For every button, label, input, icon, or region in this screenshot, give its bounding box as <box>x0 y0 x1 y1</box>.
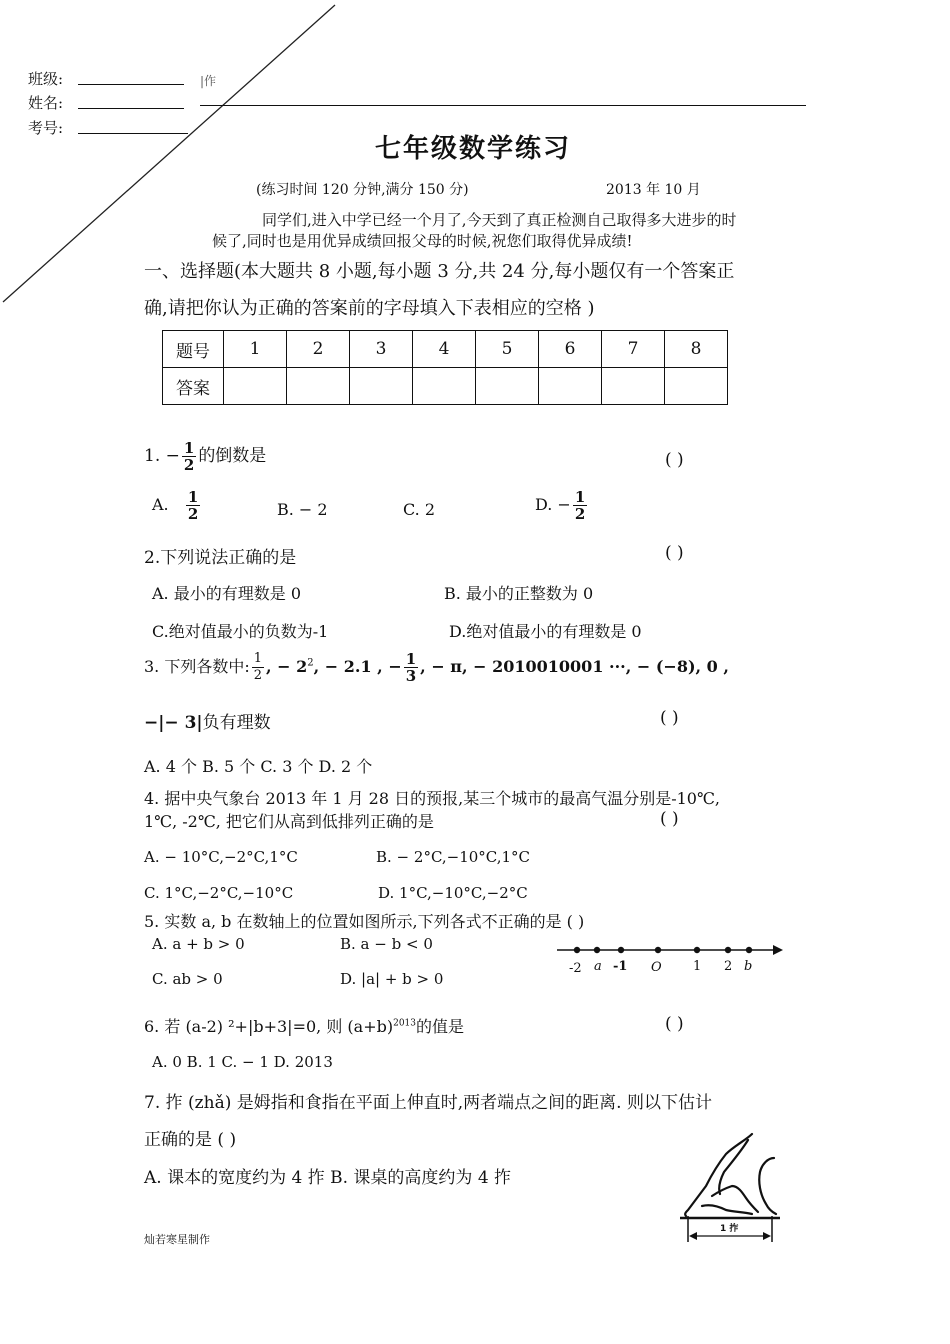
q1-option-d-label: D. − <box>535 495 571 514</box>
point-1 <box>694 947 700 953</box>
q3-answer-bracket: ( ) <box>660 708 679 728</box>
q1-frac-den: 2 <box>183 456 195 474</box>
axis-label-origin: O <box>651 960 662 975</box>
answer-table-row2-label: 答案 <box>163 368 224 405</box>
header-rule <box>200 105 806 106</box>
q3-fraction-third-den: 3 <box>405 667 417 685</box>
intro-line-1: 同学们,进入中学已经一个月了,今天到了真正检测自己取得多大进步的时 <box>262 211 737 229</box>
answer-cell[interactable] <box>287 368 350 405</box>
q3-exponent: 2 <box>307 657 314 669</box>
answer-table-number: 4 <box>413 331 476 368</box>
q1-answer-bracket: ( ) <box>665 450 684 470</box>
hand-span-label: 1 拃 <box>720 1224 739 1234</box>
axis-label-neg-1: -1 <box>613 959 628 974</box>
name-label: 姓名: <box>28 94 64 112</box>
axis-label-a: a <box>594 959 602 974</box>
q3-abs-expression: −|− 3| <box>144 713 203 733</box>
q2-option-c: C.绝对值最小的负数为-1 <box>152 622 329 641</box>
answer-table-number: 7 <box>602 331 665 368</box>
answer-cell[interactable] <box>476 368 539 405</box>
q1-option-d-fraction <box>573 489 587 522</box>
q3-number-neg-square: , − 2 <box>266 657 308 676</box>
hand-span-figure <box>676 1128 786 1248</box>
q5-option-d: D. |a| + b > 0 <box>340 970 444 988</box>
q4-stem-line-2: 1℃, -2℃, 把它们从高到低排列正确的是 <box>144 812 434 831</box>
q3-stem <box>144 651 729 684</box>
q3-question-text: 负有理数 <box>202 713 271 733</box>
q5-option-a: A. a + b > 0 <box>152 935 245 953</box>
q2-option-d: D.绝对值最小的有理数是 0 <box>449 622 642 641</box>
q4-option-a: A. − 10°C,−2°C,1°C <box>144 848 298 866</box>
answer-table-number: 3 <box>350 331 413 368</box>
q7-stem-line-1: 7. 拃 (zhǎ) 是姆指和食指在平面上伸直时,两者端点之间的距离. 则以下估计 <box>144 1093 712 1113</box>
axis-label-2: 2 <box>724 959 733 974</box>
q6-options: A. 0 B. 1 C. − 1 D. 2013 <box>152 1053 333 1071</box>
q1-option-a-den: 2 <box>187 505 199 523</box>
q6-stem-text: 6. 若 (a-2) ²+|b+3|=0, 则 (a+b) <box>144 1017 394 1036</box>
q5-option-b: B. a − b < 0 <box>340 935 433 953</box>
answer-table-number: 6 <box>539 331 602 368</box>
q6-answer-bracket: ( ) <box>665 1014 684 1034</box>
q3-fraction-half-den: 2 <box>253 668 263 683</box>
answer-cell[interactable] <box>602 368 665 405</box>
section1-heading-line-2: 确,请把你认为正确的答案前的字母填入下表相应的空格 ) <box>144 298 595 319</box>
axis-label-neg-2: -2 <box>569 961 582 976</box>
q4-answer-bracket: ( ) <box>660 809 679 829</box>
point-a <box>594 947 600 953</box>
q3-number-list-rest: , − π, − 2010010001 ···, − (−8), 0 , <box>420 657 729 676</box>
q1-option-d-num: 1 <box>574 488 586 506</box>
q5-stem: 5. 实数 a, b 在数轴上的位置如图所示,下列各式不正确的是 ( ) <box>144 912 585 931</box>
q2-option-b: B. 最小的正整数为 0 <box>444 584 594 603</box>
q5-option-c: C. ab > 0 <box>152 970 223 988</box>
q5-number-line <box>555 938 790 978</box>
q1-frac-num: 1 <box>183 439 195 457</box>
footer-credit: 灿若寒星制作 <box>144 1233 210 1246</box>
q1-option-d <box>535 489 589 522</box>
answer-table-number: 1 <box>224 331 287 368</box>
q7-stem-line-2: 正确的是 ( ) <box>144 1130 237 1150</box>
answer-cell[interactable] <box>413 368 476 405</box>
class-label: 班级: <box>28 70 64 88</box>
point-b <box>746 947 752 953</box>
q3-number-neg-2-1: , − 2.1 , − <box>313 657 402 676</box>
class-field[interactable] <box>78 84 184 85</box>
name-field[interactable] <box>78 108 184 109</box>
exam-duration: (练习时间 120 分钟,满分 150 分) <box>256 182 469 198</box>
point-2 <box>725 947 731 953</box>
exam-date: 2013 年 10 月 <box>606 182 701 198</box>
axis-label-1: 1 <box>693 959 702 974</box>
q2-answer-bracket: ( ) <box>665 543 684 563</box>
q3-fraction-third-num: 1 <box>405 650 417 668</box>
exam-no-field[interactable] <box>78 133 188 134</box>
q3-fraction-third <box>404 651 418 684</box>
q3-stem-label: 3. 下列各数中: <box>144 657 250 676</box>
q6-stem <box>144 1014 464 1037</box>
answer-cell[interactable] <box>224 368 287 405</box>
q2-option-a: A. 最小的有理数是 0 <box>152 584 301 603</box>
answer-table-number-row <box>163 331 728 368</box>
q1-option-d-den: 2 <box>574 505 586 523</box>
answer-table <box>162 330 728 405</box>
q1-stem <box>144 440 266 473</box>
q6-stem-end: 的值是 <box>416 1017 465 1036</box>
answer-cell[interactable] <box>665 368 728 405</box>
q1-suffix: 的倒数是 <box>198 446 267 466</box>
intro-line-2: 候了,同时也是用优异成绩回报父母的时候,祝您们取得优异成绩! <box>212 232 633 250</box>
q4-option-d: D. 1°C,−10°C,−2°C <box>378 884 528 902</box>
answer-table-number: 5 <box>476 331 539 368</box>
answer-cell[interactable] <box>350 368 413 405</box>
q1-option-a-label: A. <box>152 495 169 514</box>
point-neg-2 <box>574 947 580 953</box>
q1-option-b: B. − 2 <box>277 500 328 519</box>
answer-table-row1-label: 题号 <box>163 331 224 368</box>
stray-mark: |作 <box>200 74 217 88</box>
axis-label-b: b <box>744 959 753 974</box>
q1-option-a <box>152 489 202 522</box>
q3-line-2 <box>144 708 271 733</box>
answer-cell[interactable] <box>539 368 602 405</box>
q1-prefix: 1. − <box>144 446 180 466</box>
q1-fraction <box>182 440 196 473</box>
q2-stem: 2.下列说法正确的是 <box>144 548 297 568</box>
q3-fraction-half-num: 1 <box>253 651 263 666</box>
q4-stem-line-1: 4. 据中央气象台 2013 年 1 月 28 日的预报,某三个城市的最高气温分别是-10℃, <box>144 789 720 808</box>
point-neg-1 <box>618 947 624 953</box>
q7-options-ab: A. 课本的宽度约为 4 拃 B. 课桌的高度约为 4 拃 <box>144 1168 512 1188</box>
q1-option-a-fraction <box>186 489 200 522</box>
point-origin <box>655 947 661 953</box>
section1-heading-line-1: 一、选择题(本大题共 8 小题,每小题 3 分,共 24 分,每小题仅有一个答案正 <box>144 261 735 282</box>
page-title: 七年级数学练习 <box>375 134 572 164</box>
q3-fraction-half <box>252 651 264 684</box>
answer-table-answer-row <box>163 368 728 405</box>
q1-option-c: C. 2 <box>403 500 436 519</box>
q6-exponent: 2013 <box>393 1018 416 1029</box>
q4-option-b: B. − 2°C,−10°C,1°C <box>376 848 531 866</box>
answer-table-number: 2 <box>287 331 350 368</box>
q1-option-a-num: 1 <box>187 488 199 506</box>
q4-option-c: C. 1°C,−2°C,−10°C <box>144 884 294 902</box>
exam-no-label: 考号: <box>28 119 64 137</box>
q3-options: A. 4 个 B. 5 个 C. 3 个 D. 2 个 <box>144 757 373 776</box>
answer-table-number: 8 <box>665 331 728 368</box>
